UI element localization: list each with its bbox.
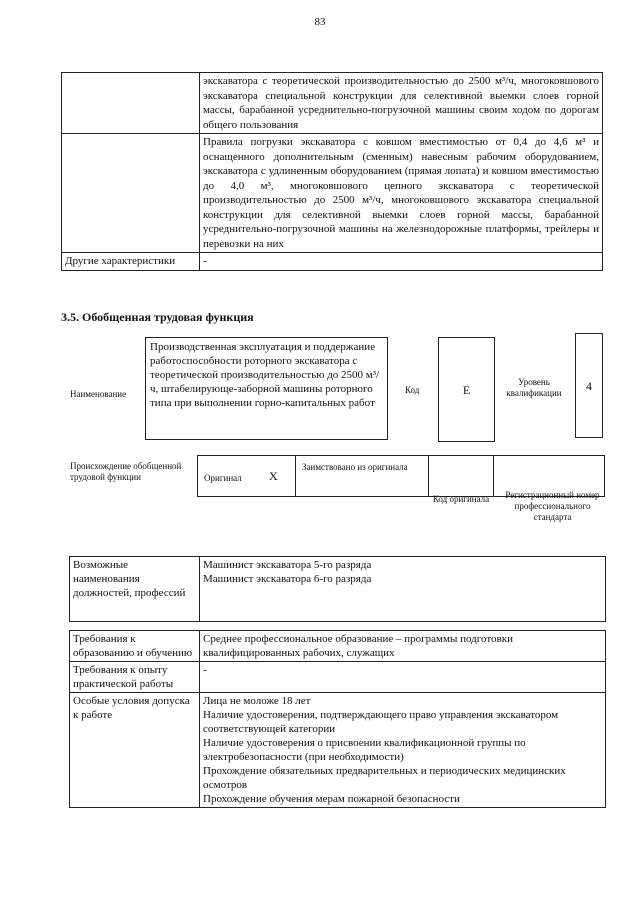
condition-item: Прохождение обязательных предварительных и периодических медицинских осмотров [203,765,566,791]
page-number: 83 [314,16,326,28]
row2-text: Правила погрузки экскаватора с ковшом вместимостью от 0,4 до 4,6 м³ и оснащенного дополнительным (сменным) навесным рабочим оборудованием, экскаватора с удлиненным оборудованием (прямая лопата) и ковшом вместимостью до 4,0 м³, многоковшового цепного экскаватора с теоретической производительностью до 2500 м³/ч, многоковшового экскаватора специальной конструкции для селективной выемки слоев горной массы, барабанной усреднительно-погрузочной машины на железнодорожные платформы, трейлеры и перевозки на них [200,134,603,253]
requirements-table [69,630,606,808]
education-value: Среднее профессиональное образование – программы подготовки квалифицированных рабочих, служащих [200,631,606,662]
condition-item: Лица не моложе 18 лет [203,695,311,707]
position-item: Машинист экскаватора 6-го разряда [203,573,372,585]
registration-caption: Регистрационный номер профессионального стандарта [505,490,600,522]
other-characteristics-value: - [200,253,603,271]
education-label: Требования к образованию и обучению [70,631,200,662]
level-value: 4 [575,333,603,438]
row1-text: экскаватора с теоретической производительностью до 2500 м³/ч, многоковшового экскаватора специальной конструкции для селективной выемки слоев горной массы, барабанной усреднительно-погрузочной машины своим ходом по дорогам общего пользования [200,73,603,134]
original-label: Оригинал [204,473,242,483]
empty-cell [62,73,200,134]
characteristics-table [61,72,603,271]
code-label: Код [405,385,420,395]
section-title: 3.5. Обобщенная трудовая функция [61,310,254,324]
function-name: Производственная эксплуатация и поддержание работоспособности роторного экскаватора с теоретической производительностью до 2500 м³/ч, штабелирующе-заборной машины роторного типа при выполнении горно-капитальных работ [145,337,388,440]
borrowed-label: Заимствовано из оригинала [302,462,408,472]
experience-label: Требования к опыту практической работы [70,662,200,693]
condition-item: Наличие удостоверения о присвоении квалификационной группы по электробезопасности (при необходимости) [203,737,526,763]
name-label: Наименование [70,389,127,399]
level-label: Уровень квалификации [506,377,562,398]
other-characteristics-label: Другие характеристики [62,253,200,271]
experience-value: - [200,662,606,693]
position-item: Машинист экскаватора 5-го разряда [203,559,372,571]
empty-cell [62,134,200,253]
condition-item: Прохождение обучения мерам пожарной безопасности [203,793,460,805]
origin-label: Происхождение обобщенной трудовой функции [70,461,182,482]
original-mark: X [269,469,278,483]
condition-item: Наличие удостоверения, подтверждающего право управления экскаватором соответствующей категории [203,709,559,735]
positions-table [69,556,606,622]
conditions-label: Особые условия допуска к работе [70,693,200,808]
positions-label: Возможные наименования должностей, профессий [70,557,200,622]
code-original-caption: Код оригинала [432,494,490,504]
code-value: E [438,337,495,442]
